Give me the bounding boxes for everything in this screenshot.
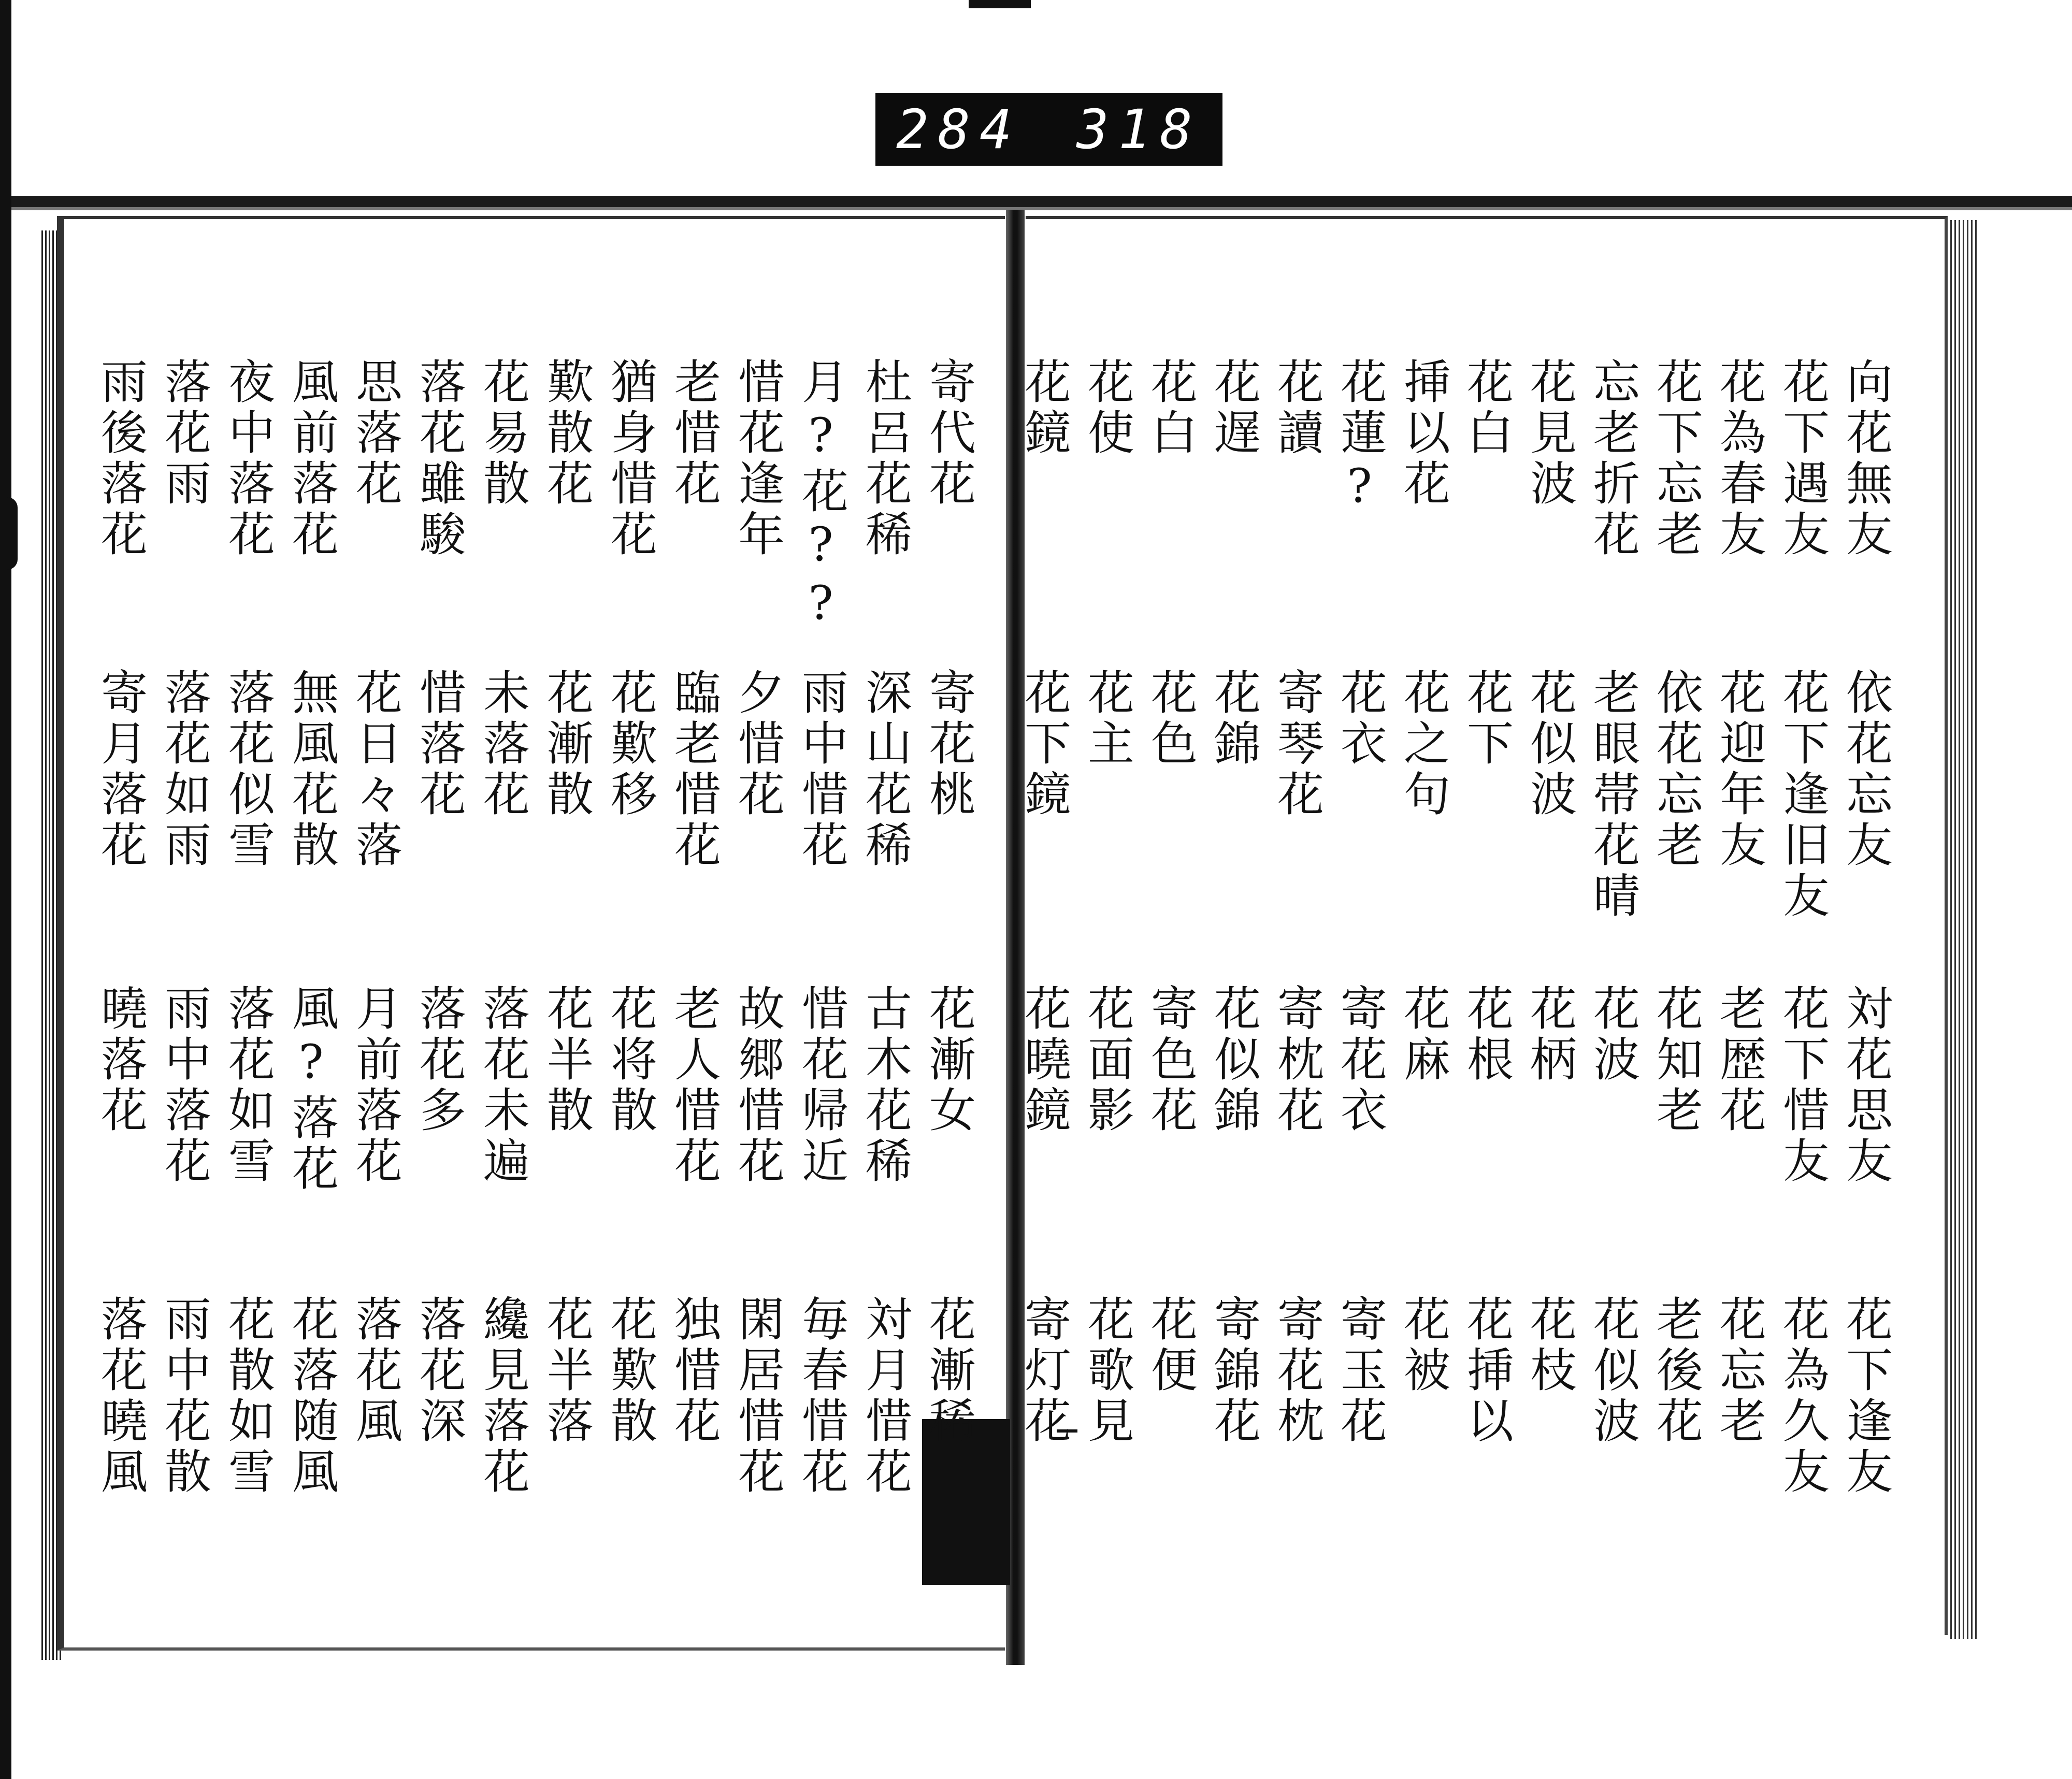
- left-page-entry: 花半落: [539, 1295, 593, 1447]
- left-page-entry: 惜花帰近: [794, 984, 848, 1187]
- frame-left-number: 284: [896, 98, 1021, 161]
- right-page-entry: 花鏡: [1016, 357, 1071, 459]
- right-page-entry: 花主: [1080, 668, 1134, 770]
- right-page-entry: 寄錦花: [1206, 1295, 1260, 1447]
- right-page-entry: 花下逢友: [1838, 1295, 1892, 1498]
- right-page-entry: 花波: [1585, 984, 1639, 1086]
- left-page-entry: 風前落花: [284, 357, 338, 560]
- left-page-entry: 未落花: [475, 668, 529, 820]
- right-page-entry: 寄玉花: [1332, 1295, 1387, 1447]
- left-page-entry: 臨老惜花: [666, 668, 721, 871]
- left-page-entry: 対月惜花: [857, 1295, 912, 1498]
- left-page-entry: 落花曉風: [93, 1295, 147, 1498]
- right-page-entry: 花柄: [1522, 984, 1576, 1086]
- left-page-entry: 纔見落花: [475, 1295, 529, 1498]
- right-page-entry: 寄枕花: [1269, 984, 1323, 1136]
- right-page-entry: 花下逢旧友: [1775, 668, 1829, 922]
- right-page-entry: 花白: [1459, 357, 1513, 459]
- right-page-entry: 花歌見: [1080, 1295, 1134, 1447]
- right-page-entry: 花被: [1395, 1295, 1450, 1396]
- left-page-entry: 雨後落花: [93, 357, 147, 560]
- left-page-entry: 雨中惜花: [794, 668, 848, 871]
- right-page-entry: 寄灯花: [1016, 1295, 1071, 1447]
- left-page-entry: 雨中落花: [156, 984, 211, 1187]
- left-page-entry: 落花如雪: [220, 984, 275, 1187]
- right-page-entry: 老歴花: [1711, 984, 1766, 1136]
- left-page-entry: 花日々落: [348, 668, 402, 871]
- right-page-entry: 花白: [1143, 357, 1197, 459]
- left-page-entry: 落花深: [411, 1295, 466, 1447]
- top-registration-mark: [969, 0, 1031, 8]
- right-page-entry: 花迎年友: [1711, 668, 1766, 871]
- right-page-entry: 老後花: [1648, 1295, 1703, 1447]
- left-page-entry: 落花雖駿: [411, 357, 466, 560]
- left-page-entry: 花漸女: [921, 984, 975, 1136]
- right-page-entry: 花似錦: [1206, 984, 1260, 1136]
- left-page-entry: 寄代花: [921, 357, 975, 510]
- left-page-entry: 月?花??: [794, 357, 848, 634]
- left-page-entry: 独惜花: [666, 1295, 721, 1447]
- right-page-entry: 寄色花: [1143, 984, 1197, 1136]
- left-page-entry: 落花未遍: [475, 984, 529, 1187]
- left-page-entry: 花半散: [539, 984, 593, 1136]
- right-page-entry: 花似波: [1522, 668, 1576, 820]
- left-page-entry: 落花雨: [156, 357, 211, 510]
- left-page-entry: 深山花稀: [857, 668, 912, 871]
- left-page-entry: 落花多: [411, 984, 466, 1136]
- left-page-entry: 毎春惜花: [794, 1295, 848, 1498]
- scanner-left-notch: [0, 497, 18, 570]
- right-page-entry: 花挿以: [1459, 1295, 1513, 1447]
- right-page-entry: 忘老折花: [1585, 357, 1639, 560]
- left-page-entry: 花歎散: [602, 1295, 657, 1447]
- right-page-entry: 依花忘友: [1838, 668, 1892, 871]
- left-page-entry: 曉落花: [93, 984, 147, 1136]
- left-page-entry: 落花風: [348, 1295, 402, 1447]
- right-page-entry: 花下遇友: [1775, 357, 1829, 560]
- left-page-entry: 風?落花: [284, 984, 338, 1195]
- left-page-entry: 寄花桃: [921, 668, 975, 820]
- right-page-entry: 花之句: [1395, 668, 1450, 820]
- left-page-entry: 故郷惜花: [730, 984, 784, 1187]
- left-page-entry: 惜落花: [411, 668, 466, 820]
- left-page-entry: 花将散: [602, 984, 657, 1136]
- right-page-entry: 花似波: [1585, 1295, 1639, 1447]
- right-page-entry: 花為久友: [1775, 1295, 1829, 1498]
- left-page-entry: 惜花逢年: [730, 357, 784, 560]
- left-page-entry: 花散如雪: [220, 1295, 275, 1498]
- right-page-entry: 寄琴花: [1269, 668, 1323, 820]
- left-page-entry: 老人惜花: [666, 984, 721, 1187]
- right-page-entry: 花曉鏡: [1016, 984, 1071, 1136]
- right-page-entry: 花使: [1080, 357, 1134, 459]
- right-page-entry: 花見波: [1522, 357, 1576, 510]
- right-page-entry: 向花無友: [1838, 357, 1892, 560]
- right-page-entry: 花下: [1459, 668, 1513, 770]
- page-edges-right: [1948, 220, 1979, 1639]
- left-page-entry: 猶身惜花: [602, 357, 657, 560]
- left-page-entry: 雨中花散: [156, 1295, 211, 1498]
- left-page-entry: 老惜花: [666, 357, 721, 510]
- book-top-bar: [11, 196, 2072, 207]
- left-page-entry: 月前落花: [348, 984, 402, 1187]
- right-page-entry: 花下鏡: [1016, 668, 1071, 820]
- left-page-entry: 杜呂花稀: [857, 357, 912, 560]
- right-page-entry: 花遅: [1206, 357, 1260, 459]
- left-page-entry: 落花如雨: [156, 668, 211, 871]
- right-page-entry: 花蓮?: [1332, 357, 1387, 517]
- left-page-entry: 閑居惜花: [730, 1295, 784, 1498]
- right-page-entry: 花衣: [1332, 668, 1387, 770]
- left-page-entry: 思落花: [348, 357, 402, 510]
- right-page-entry: 対花思友: [1838, 984, 1892, 1187]
- left-page-entry: 夕惜花: [730, 668, 784, 820]
- right-page-entry: 依花忘老: [1648, 668, 1703, 871]
- frame-right-number: 318: [1076, 98, 1202, 161]
- right-page-entry: 花為春友: [1711, 357, 1766, 560]
- left-page-entry: 古木花稀: [857, 984, 912, 1187]
- frame-number-label: [875, 93, 1222, 166]
- right-page-entry: 花知老: [1648, 984, 1703, 1136]
- right-page-entry: 老眼帯花晴: [1585, 668, 1639, 922]
- left-page-entry: 夜中落花: [220, 357, 275, 560]
- right-page-entry: 花枝: [1522, 1295, 1576, 1396]
- left-page-entry: 花漸散: [539, 668, 593, 820]
- left-page-entry: 落花似雪: [220, 668, 275, 871]
- left-page-entry: 寄月落花: [93, 668, 147, 871]
- right-page-entry: 花讀: [1269, 357, 1323, 459]
- right-page-entry: 花麻: [1395, 984, 1450, 1086]
- left-page-entry: 花漸稀: [921, 1295, 975, 1447]
- left-page-entry: 花歎移: [602, 668, 657, 820]
- right-page-entry: 花便: [1143, 1295, 1197, 1396]
- right-page-entry: 寄花枕: [1269, 1295, 1323, 1447]
- left-page-entry: 花易散: [475, 357, 529, 510]
- right-page-entry: 花下惜友: [1775, 984, 1829, 1187]
- right-page-entry: 花面影: [1080, 984, 1134, 1136]
- left-page-entry: 花落随風: [284, 1295, 338, 1498]
- right-page-entry: 花根: [1459, 984, 1513, 1086]
- scanner-left-edge: [0, 0, 11, 1779]
- right-page-entry: 花忘老: [1711, 1295, 1766, 1447]
- right-page-entry: 寄花衣: [1332, 984, 1387, 1136]
- right-page-entry: 挿以花: [1395, 357, 1450, 510]
- right-page-entry: 花錦: [1206, 668, 1260, 770]
- right-page-entry: 花下忘老: [1648, 357, 1703, 560]
- left-page-entry: 無風花散: [284, 668, 338, 871]
- right-page-entry: 花色: [1143, 668, 1197, 770]
- left-page-entry: 歎散花: [539, 357, 593, 510]
